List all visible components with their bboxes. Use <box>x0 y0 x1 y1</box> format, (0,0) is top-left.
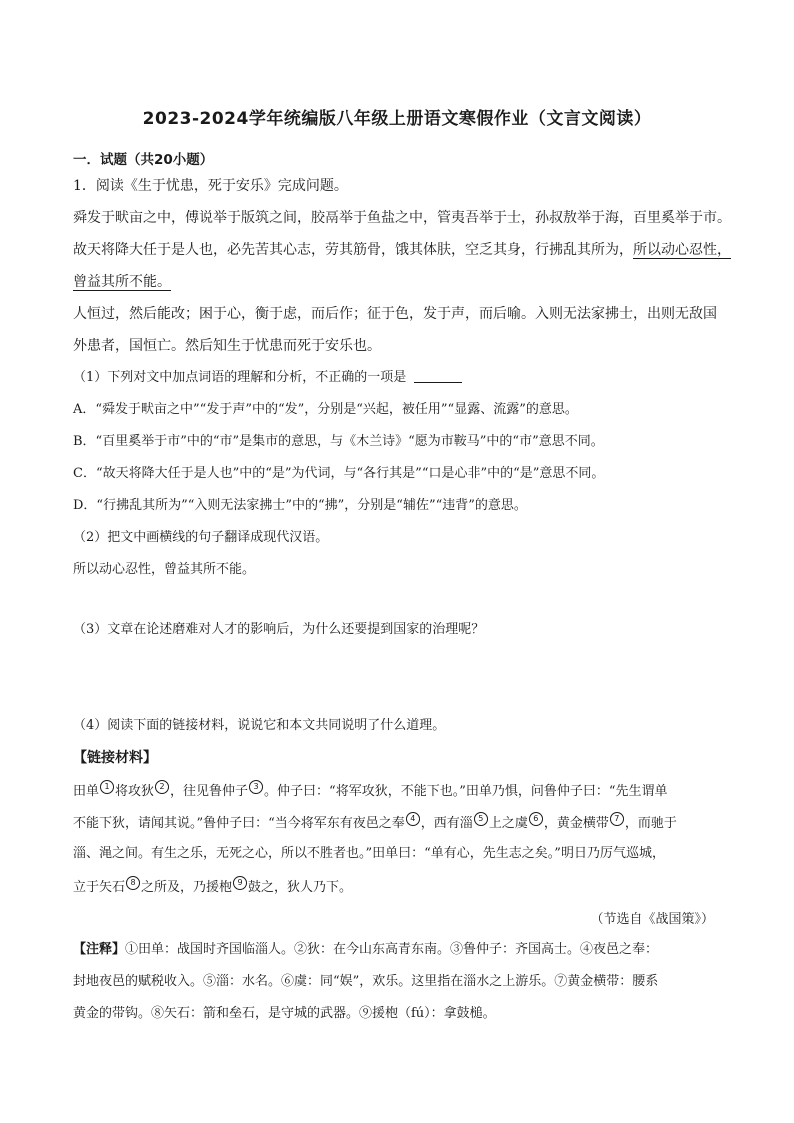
source-citation: （节选自《战国策》） <box>590 912 714 927</box>
notes-line: 封地夜邑的赋税收入。⑤淄：水名。⑥虞：同“娱”，欢乐。这里指在淄水之上游乐。⑦黄金横带：腰系 <box>73 974 659 989</box>
underlined-sentence: 曾益其所不能。 <box>73 274 171 290</box>
sub-question-4: （4）阅读下面的链接材料，说说它和本文共同说明了什么道理。 <box>73 718 446 733</box>
note-mark: 7 <box>610 812 624 826</box>
option-a: A．“舜发于畎亩之中”“发于声”中的“发”，分别是“兴起，被任用”“显露、流露”的意思。 <box>73 402 578 417</box>
note-mark: 5 <box>474 812 488 826</box>
link-line: 不能下狄，请闻其说。”鲁仲子曰：“当今将军东有夜邑之奉 4 ，西有淄 5 上之虞 6 ，黄金横带 7 ，而驰于 <box>73 814 677 831</box>
option-b: B．“百里奚举于市”中的“市”是集市的意思，与《木兰诗》“愿为市鞍马”中的“市”意思不同。 <box>73 434 604 449</box>
notes-label: 【注释】 <box>73 942 126 957</box>
underlined-sentence: 所以动心忍性， <box>633 242 731 258</box>
note-mark: 6 <box>529 812 543 826</box>
passage-line: 舜发于畎亩之中，傅说举于版筑之间，胶鬲举于鱼盐之中，管夷吾举于士，孙叔敖举于海，百里奚举于市。 <box>73 210 731 226</box>
note-mark: 3 <box>249 780 263 794</box>
option-d: D．“行拂乱其所为”“入则无法家拂士”中的“拂”，分别是“辅佐”“违背”的意思。 <box>73 498 527 513</box>
passage-line: 人恒过，然后能改；困于心，衡于虑，而后作；征于色，发于声，而后喻。入则无法家拂士，出则无敌国 <box>73 306 717 322</box>
note-mark: 9 <box>233 876 247 890</box>
passage-line <box>73 272 171 292</box>
page-title: 2023-2024学年统编版八年级上册语文寒假作业（文言文阅读） <box>142 109 652 129</box>
sub-question-3: （3）文章在论述磨难对人才的影响后，为什么还要提到国家的治理呢？ <box>73 622 485 637</box>
link-line: 淄、渑之间。有生之乐，无死之心，所以不胜者也。”田单曰：“单有心，先生志之矣。”明日乃厉气巡城， <box>73 846 665 861</box>
passage-text: 故天将降大任于是人也，必先苦其心志，劳其筋骨，饿其体肤，空乏其身，行拂乱其所为， <box>73 242 633 258</box>
sub-question-1 <box>73 368 462 388</box>
note-mark: 1 <box>100 780 114 794</box>
sub-question-2: （2）把文中画横线的句子翻译成现代汉语。 <box>73 530 329 545</box>
translation-sentence: 所以动心忍性，曾益其所不能。 <box>73 562 256 577</box>
note-mark: 2 <box>155 780 169 794</box>
link-line: 立于矢石 8 之所及，乃援枹 9 鼓之，狄人乃下。 <box>73 878 353 895</box>
notes-line: 黄金的带钩。⑧矢石：箭和垒石，是守城的武器。⑨援枹（fú）：拿鼓槌。 <box>73 1006 496 1021</box>
notes-line: 【注释】①田单：战国时齐国临淄人。②狄：在今山东高青东南。③鲁仲子：齐国高士。④夜邑之奉： <box>73 942 659 957</box>
question-prompt: 1．阅读《生于忧患，死于安乐》完成问题。 <box>73 178 348 194</box>
sub-question-text: （1）下列对文中加点词语的理解和分析，不正确的一项是 <box>73 370 407 385</box>
note-mark: 4 <box>406 812 420 826</box>
link-material-label: 【链接材料】 <box>73 750 157 766</box>
section-heading: 一．试题（共20小题） <box>73 152 214 168</box>
passage-line: 外患者，国恒亡。然后知生于忧患而死于安乐也。 <box>73 338 381 354</box>
passage-line <box>73 240 731 260</box>
answer-blank[interactable] <box>414 368 462 383</box>
option-c: C．“故天将降大任于是人也”中的“是”为代词，与“各行其是”“口是心非”中的“是”意思不同。 <box>73 466 605 481</box>
note-mark: 8 <box>126 876 140 890</box>
link-line: 田单 1 将攻狄 2 ，往见鲁仲子 3 。仲子曰：“将军攻狄，不能下也。”田单乃惧，问鲁仲子曰：“先生谓单 <box>73 782 668 799</box>
